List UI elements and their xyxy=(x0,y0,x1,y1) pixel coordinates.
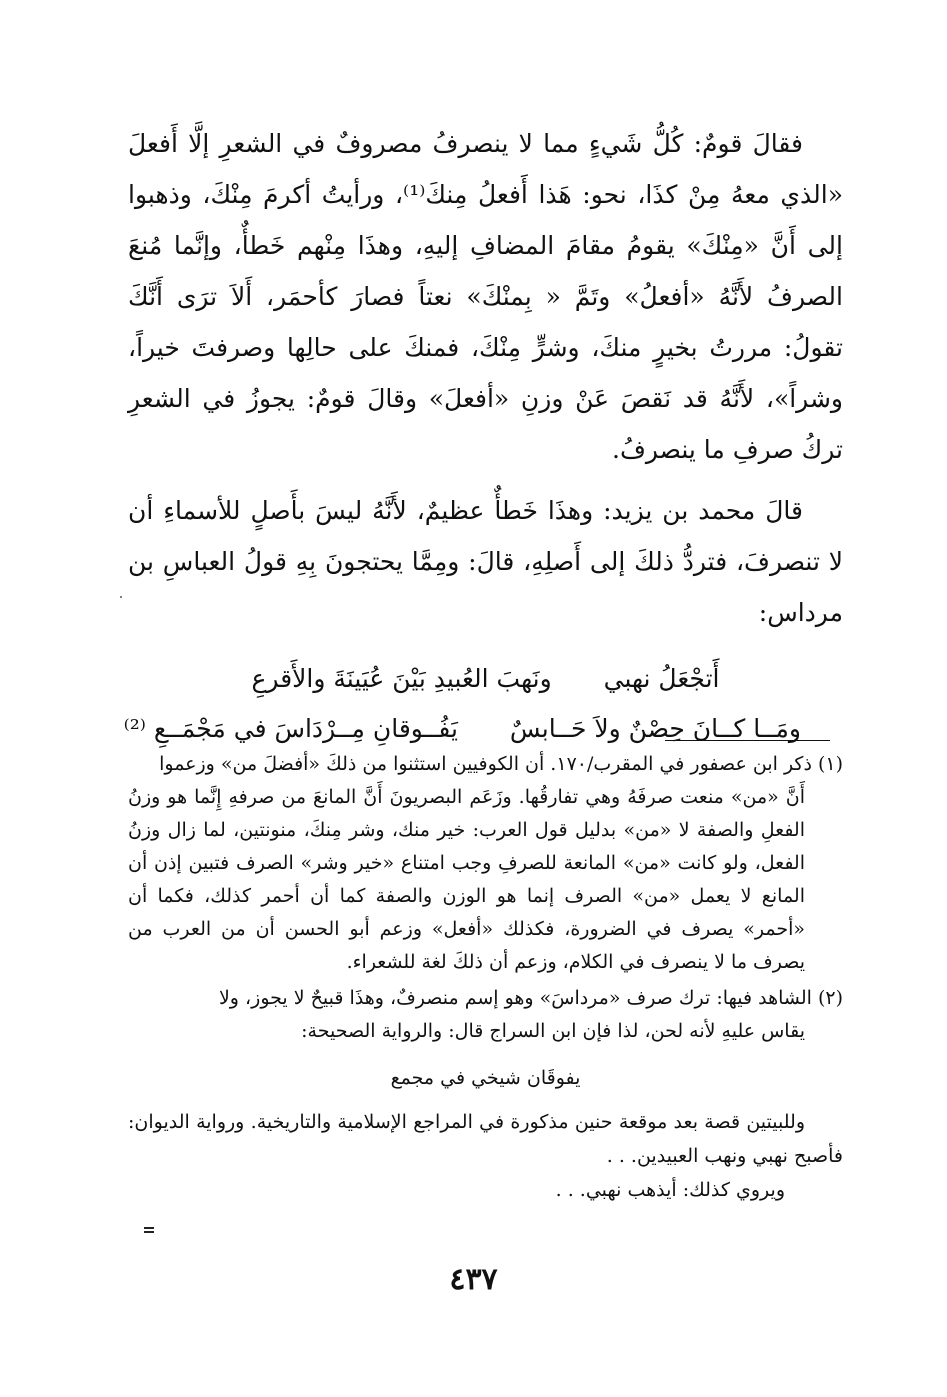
footnote-1-number: (١) xyxy=(817,753,843,775)
verse-2-second-hemistich: يَفُــوقانِ مِــرْدَاسَ في مَجْمَــعِ ⁽²⁾ xyxy=(123,714,458,743)
poem-verse xyxy=(123,654,843,754)
paragraph-1: فقالَ قومٌ: كُلُّ شَيءٍ مما لا ينصرفُ مصروفٌ في الشعرِ إلَّا أَفعلَ «الذي معهُ مِنْ كذَا، نحو: هَذا أَفعلُ مِنكَ⁽¹⁾، ورأيتُ أكرمَ مِنْكَ، وذهبوا إلى أَنَّ «مِنْكَ» يقومُ مقامَ المضافِ إليهِ، وهذَا مِنْهم خَطأٌ، وإنَّما مُنعَ الصرفُ لأَنَّهُ «أفعلُ» وتَمَّ « بِمنْكَ» نعتاً فصارَ كأحمَر، أَلاَ ترَى أَنَّكَ تقولُ: مررتُ بخيرٍ منكَ، وشرٍّ مِنْكَ، فمنكَ على حالِها وصرفتَ خيراً، وشراً»، لأَنَّهُ قد نَقصَ عَنْ وزنِ «أفعلَ» وقالَ قومٌ: يجوزُ في الشعرِ تركُ صرفِ ما ينصرفُ. xyxy=(128,129,843,464)
footnote-after-verse: وللبيتين قصة بعد موقعة حنين مذكورة في المراجع الإسلامية والتاريخية. ورواية الديوان: فأصبح نهبي ونهب العبيدين. . . xyxy=(128,1111,843,1167)
verse-line-1 xyxy=(148,654,823,704)
footnotes xyxy=(128,748,843,1207)
footnote-2-number: (٢) xyxy=(817,987,843,1009)
main-text xyxy=(123,118,843,754)
footnote-2-continuation: يقاس عليهِ لأنه لحن، لذا فإن ابن السراج قال: والرواية الصحيحة: xyxy=(301,1020,805,1042)
footnote-verse: يفوقَان شيخي في مجمع xyxy=(390,1067,581,1089)
footnote-1-first-line: ذكر ابن عصفور في المقرب/١٧٠. أن الكوفيين استثنوا من ذلكَ «أفضلَ من» وزعموا xyxy=(159,753,812,775)
verse-1-second-hemistich: ونَهبَ العُبيدِ بَيْنَ عُيَينَةَ والأَقرعِ xyxy=(251,664,552,693)
footnote-alternate-narration: ويروي كذلك: أيذهب نهبي. . . xyxy=(555,1179,785,1201)
footnote-2-first-line: الشاهد فيها: ترك صرف «مرداسَ» وهو إسم منصرفٌ، وهذَا قبيحٌ لا يجوز، ولا xyxy=(218,987,812,1009)
paragraph-2: قالَ محمد بن يزيد: وهذَا خَطأٌ عظيمٌ، لأَنَّهُ ليسَ بأَصلٍ للأسماءِ أن لا تنصرفَ، فتردُّ ذلكَ إلى أَصلِهِ، قالَ: ومِمَّا يحتجونَ بِهِ قولُ العباسِ بن مرداس: xyxy=(128,496,843,627)
footnote-separator xyxy=(665,740,830,741)
footnote-1 xyxy=(128,748,843,979)
verse-2-first-hemistich: ومَــا كــانَ حِصْنٌ ولاَ حَــابسٌ xyxy=(509,714,801,743)
verse-line-2 xyxy=(123,704,823,754)
margin-mark xyxy=(144,1227,154,1229)
speck xyxy=(120,596,122,598)
verse-1-first-hemistich: أَتجْعَلُ نهبي xyxy=(603,664,720,693)
footnote-2 xyxy=(128,982,843,1048)
footnote-1-continuation: أَنَّ «من» منعت صرفَهُ وهي تفارقُها. وزَعَم البصريونَ أَنَّ المانعَ من صرفهِ إِنَّما هو وزنُ الفعلِ والصفة لا «من» بدليل قول العرب: خير منك، وشر مِنكَ، منونتين، لما زال وزنُ الفعل، ولو كانت «من» المانعة للصرفِ وجب امتناع «خير وشر» الصرف فتبين إذن أن المانع لا يعمل «من» الصرف إنما هو الوزن والصفة كما أن أحمر كذلك، فكما أن «أحمر» يصرف في الضرورة، فكذلك «أفعل» وزعم أبو الحسن أن من العرب من يصرف ما لا ينصرف في الكلام، وزعم أن ذلكَ لغة للشعراء. xyxy=(128,786,805,973)
page-number: ٤٣٧ xyxy=(449,1262,498,1297)
